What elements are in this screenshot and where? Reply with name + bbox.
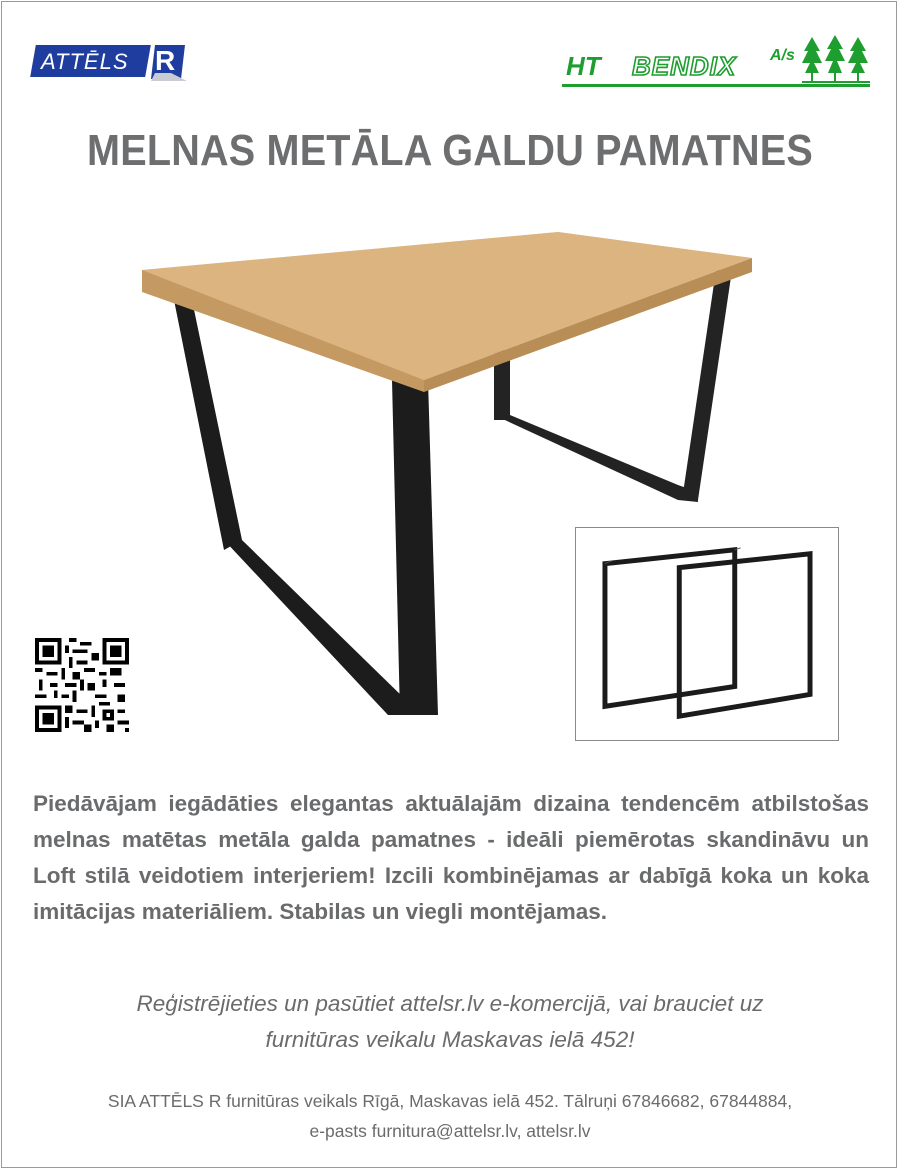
qr-code-icon[interactable] [35, 638, 129, 732]
footer-line-1: SIA ATTĒLS R furnitūras veikals Rīgā, Maskavas ielā 452. Tālruņi 67846682, 67844884, [107, 1091, 793, 1111]
as-logo-text: A/s [770, 47, 795, 64]
pair-of-black-metal-table-frames-image [576, 528, 838, 740]
attels-r-logo [33, 43, 185, 83]
product-description: Piedāvājam iegādāties elegantas aktuālajām dizaina tendencēm atbilstošas melnas matētas metāla galda pamatnes - ideāli piemērotas skandināvu un Loft stilā veidotiem interjeriem! Izcili kombinējamas ar dabīgā koka un koka imitācijas materiāliem. Stabilas un viegli montējamas. [33, 791, 869, 924]
cta-line-1: Reģistrējieties un pasūtiet attelsr.lv e-komercijā, vai brauciet uz [136, 991, 764, 1016]
call-to-action [50, 986, 850, 1058]
ht-logo-text: HT [566, 51, 601, 81]
contact-footer [20, 1086, 880, 1146]
attels-logo-letter: R [155, 45, 176, 76]
cta-line-2: furnitūras veikalu Maskavas ielā 452! [265, 1027, 635, 1052]
tree-icon [802, 35, 870, 85]
footer-line-2: e-pasts furnitura@attelsr.lv, attelsr.lv [309, 1121, 591, 1141]
page-title: MELNAS METĀLA GALDU PAMATNES [87, 126, 813, 175]
bendix-logo-text: BENDIX [632, 51, 737, 81]
ht-bendix-logo [562, 35, 872, 87]
table-frames-inset [575, 527, 839, 741]
attels-logo-text: ATTĒLS [41, 49, 129, 74]
